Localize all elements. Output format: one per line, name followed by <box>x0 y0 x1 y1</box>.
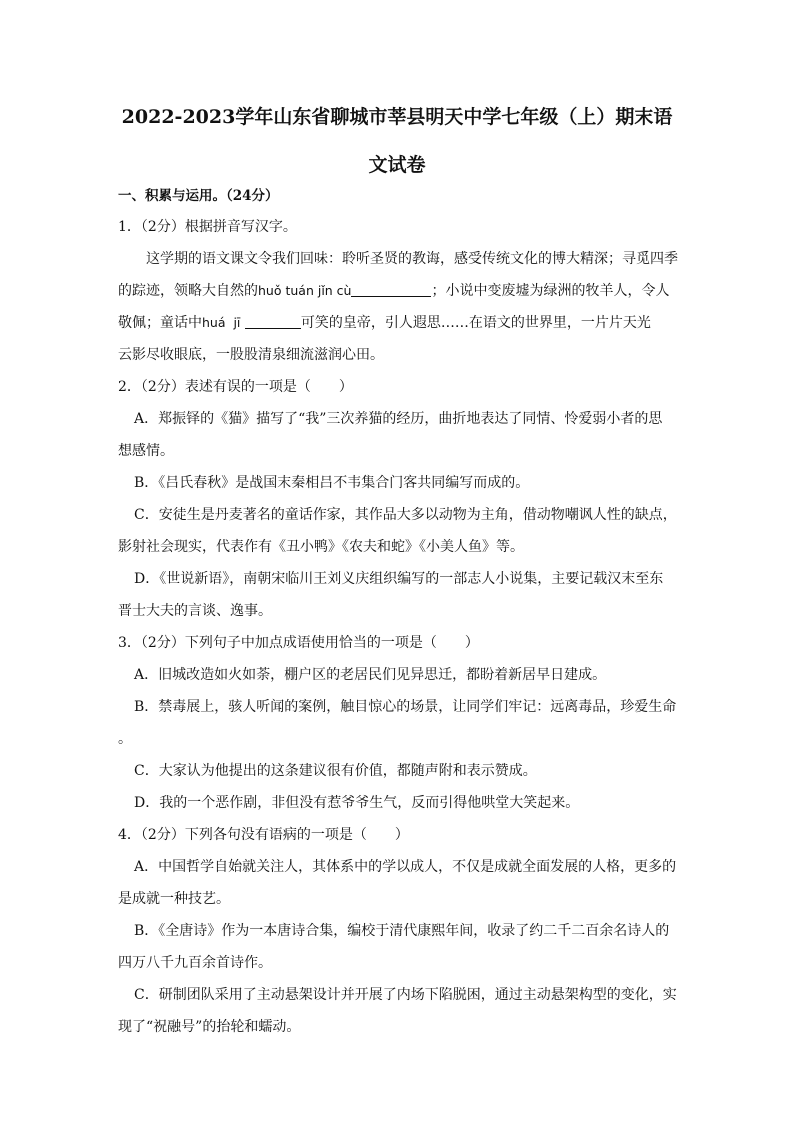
section-heading: 一、积累与运用。（24分） <box>118 188 279 204</box>
question-2-option-d-cont: 晋士大夫的言谈、逸事。 <box>118 603 272 619</box>
passage-text: 敬佩；童话中 <box>118 315 202 331</box>
exam-title-line-1: 2022-2023学年山东省聊城市莘县明天中学七年级（上）期末语 <box>121 106 673 128</box>
question-3-option-c: C．大家认为他提出的这条建议很有价值，都随声附和表示赞成。 <box>134 763 537 779</box>
question-2-option-a-cont: 想感情。 <box>118 443 174 459</box>
question-4-option-a: A．中国哲学自始就关注人，其体系中的学以成人，不仅是成就全面发展的人格，更多的 <box>134 859 677 875</box>
question-1-passage-line: 云影尽收眼底，一股股清泉细流滋润心田。 <box>118 347 384 363</box>
question-4-option-b: B．《全唐诗》作为一本唐诗合集，编校于清代康熙年间，收录了约二千二百余名诗人的 <box>134 923 670 939</box>
question-4-option-a-cont: 是成就一种技艺。 <box>118 891 230 907</box>
question-2-option-a: A．郑振铎的《猫》描写了“我”三次养猫的经历，曲折地表达了同情、怜爱弱小者的思 <box>134 411 663 427</box>
pinyin-prompt: huǒ tuán jǐn cù <box>258 283 352 298</box>
question-2-option-c-cont: 影射社会现实，代表作有《丑小鸭》《农夫和蛇》《小美人鱼》等。 <box>118 539 524 555</box>
exam-title-line-2: 文试卷 <box>368 154 426 176</box>
question-2-option-d: D．《世说新语》，南朝宋临川王刘义庆组织编写的一部志人小说集，主要记载汉末至东 <box>134 571 664 587</box>
question-1-passage-line <box>118 281 669 301</box>
question-2-stem: 2．（2分）表述有误的一项是（ ） <box>118 379 353 395</box>
question-1-passage-line: 这学期的语文课文令我们回味：聆听圣贤的教诲，感受传统文化的博大精深；寻觅四季 <box>146 251 678 267</box>
question-1-passage-line <box>118 313 651 333</box>
question-3-option-b-cont: 。 <box>118 731 132 747</box>
question-2-option-c: C．安徒生是丹麦著名的童话作家，其作品大多以动物为主角，借动物嘲讽人性的缺点， <box>134 507 677 523</box>
passage-text: ；小说中变废墟为绿洲的牧羊人，令人 <box>431 283 670 299</box>
question-4-option-c: C．研制团队采用了主动悬架设计并开展了内场下陷脱困，通过主动悬架构型的变化，实 <box>134 987 677 1003</box>
question-4-option-b-cont: 四万八千九百余首诗作。 <box>118 955 272 971</box>
question-3-option-a: A．旧城改造如火如荼，棚户区的老居民们见异思迁，都盼着新居早日建成。 <box>134 667 607 683</box>
answer-blank[interactable] <box>351 282 431 297</box>
question-4-option-c-cont: 现了“祝融号”的抬轮和蠕动。 <box>118 1019 301 1035</box>
question-3-option-b: B．禁毒展上，骇人听闻的案例，触目惊心的场景，让同学们牢记：远离毒品，珍爱生命 <box>134 699 677 715</box>
question-3-stem: 3．（2分）下列句子中加点成语使用恰当的一项是（ ） <box>118 635 479 651</box>
question-3-option-d: D．我的一个恶作剧，非但没有惹爷爷生气，反而引得他哄堂大笑起来。 <box>134 795 580 811</box>
question-4-stem: 4．（2分）下列各句没有语病的一项是（ ） <box>118 827 409 843</box>
passage-text: 可笑的皇帝，引人遐思……在语文的世界里，一片片天光 <box>300 315 651 331</box>
question-2-option-b: B．《吕氏春秋》是战国末秦相吕不韦集合门客共同编写而成的。 <box>134 475 530 491</box>
answer-blank[interactable] <box>245 314 301 329</box>
pinyin-prompt: huá jī <box>202 315 241 330</box>
passage-text: 的踪迹，领略大自然的 <box>118 283 258 299</box>
question-1-stem: 1．（2分）根据拼音写汉字。 <box>118 219 297 235</box>
